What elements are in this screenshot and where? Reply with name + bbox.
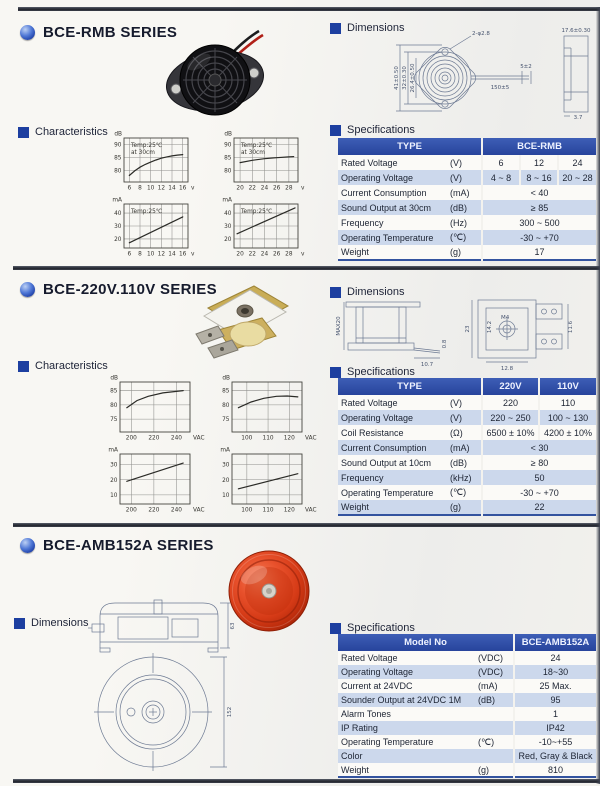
table-cell: 220 ~ 250 [482,410,539,425]
table-header-row [338,634,596,651]
table-cell: (mA) [478,681,498,691]
svg-text:at 30cm: at 30cm [131,150,155,156]
dim-label: 32±0.30 [402,66,408,90]
svg-text:dB: dB [224,131,232,138]
section-header-220v [20,281,217,298]
table-cell: (g) [450,502,461,512]
table-cell: Coil Resistance [341,427,404,438]
section-title: BCE-220V.110V SERIES [43,281,217,298]
table-cell: ≥ 85 [482,200,596,215]
dim-label: 3.7 [573,115,583,121]
table-cell: -30 ~ +70 [482,230,596,245]
chart-svg [104,196,204,260]
dim-label: 17.6±0.30 [561,28,591,34]
table-cell: 6500 ± 10% [482,425,539,440]
svg-text:14: 14 [168,251,176,258]
svg-text:20: 20 [236,251,244,258]
dim-label: 63 [230,622,236,630]
table-cell: (Ω) [450,427,463,438]
chart-rmb-spl-low [104,130,204,194]
sublabel-text: Dimensions [347,22,405,34]
svg-text:12: 12 [157,251,166,258]
table-cell: -10~+55 [514,735,596,749]
svg-text:240: 240 [170,507,182,514]
svg-text:6: 6 [127,185,132,192]
spec-table [338,634,596,778]
dimensions-label-amb152a [14,617,88,629]
table-cell: 4 ~ 8 [482,170,520,185]
dim-label: 0.8 [442,339,448,349]
table-row [338,410,596,425]
table-cell: Rated Voltage [341,653,398,663]
specifications-label-amb152a [330,622,415,634]
label-square-icon [330,125,341,136]
table-cell: 300 ~ 500 [482,215,596,230]
svg-text:mA: mA [112,197,122,204]
dim-label: M4 [501,315,510,321]
table-header-cell: 220V [482,378,539,395]
table-header-cell: BCE-RMB [482,138,596,155]
characteristics-label-rmb [18,126,108,138]
table-cell: (V) [450,157,462,168]
chart-svg [104,130,204,194]
sublabel-text: Dimensions [31,617,89,629]
svg-text:10: 10 [146,251,155,258]
divider-bar-mid1 [13,266,600,270]
svg-text:16: 16 [178,251,187,258]
chart-svg [212,446,318,516]
dim-label: 2-φ2.8 [472,31,490,37]
table-cell: 12 [520,155,558,170]
svg-text:dB: dB [110,375,118,382]
dim-label: 10.7 [420,362,434,368]
svg-text:at 30cm: at 30cm [241,150,265,156]
table-row [338,500,596,515]
table-header-cell: Model No [338,634,514,651]
section-title: BCE-AMB152A SERIES [43,537,214,554]
dim-label: 150±5 [490,85,510,91]
table-header-row [338,378,596,395]
table-cell: Sound Output at 30cm [341,202,432,213]
label-square-icon [18,127,29,138]
table-cell: Weight [341,502,369,512]
sublabel-text: Characteristics [35,360,108,372]
chart-220v-spl [100,374,206,444]
svg-text:10: 10 [146,185,155,192]
table-cell: (V) [450,172,462,183]
svg-text:90: 90 [114,142,122,149]
svg-text:240: 240 [170,435,182,442]
svg-text:10: 10 [110,492,118,499]
svg-text:8: 8 [138,251,142,258]
label-square-icon [330,623,341,634]
dimension-drawing-220v [332,294,600,372]
table-cell: < 40 [482,185,596,200]
label-square-icon [14,618,25,629]
svg-text:Temp:25℃: Temp:25℃ [131,143,163,149]
dim-label: 5±2 [520,64,532,70]
chart-svg [100,374,206,444]
table-row [338,735,596,749]
svg-text:24: 24 [260,251,269,258]
table-cell: Alarm Tones [341,709,391,719]
table-cell: Rated Voltage [341,157,398,168]
svg-text:16: 16 [178,185,187,192]
svg-text:120: 120 [283,435,295,442]
dim-label: 26.4±0.50 [410,63,416,93]
table-cell: Frequency [341,472,384,483]
bullet-sphere-icon [20,538,35,553]
sublabel-text: Dimensions [347,286,405,298]
table-cell: Operating Temperature [341,487,434,498]
table-cell: (kHz) [450,472,472,483]
table-cell: (g) [450,247,461,257]
table-cell: (℃) [450,487,467,497]
svg-text:40: 40 [114,211,122,218]
table-row [338,215,596,230]
table-cell: -30 ~ +70 [482,485,596,500]
svg-text:VAC: VAC [305,507,317,514]
table-cell: (Hz) [450,217,467,228]
table-cell: (g) [478,764,489,775]
svg-text:100: 100 [241,507,253,514]
table-cell [478,721,514,735]
table-cell: 50 [482,470,596,485]
svg-text:28: 28 [285,185,293,192]
table-row [338,425,596,440]
table-cell: (mA) [450,442,470,453]
table-row [338,651,596,665]
sublabel-text: Specifications [347,366,415,378]
characteristics-label-220v [18,360,108,372]
svg-text:22: 22 [248,185,256,192]
label-square-icon [18,361,29,372]
svg-text:85: 85 [222,388,230,395]
svg-text:80: 80 [110,402,118,409]
dimension-drawing-rmb [332,26,600,128]
section-title: BCE-RMB SERIES [43,24,178,41]
svg-text:75: 75 [110,417,118,424]
table-row [338,200,596,215]
svg-text:30: 30 [222,462,230,469]
table-row [338,721,596,735]
table-cell: Operating Temperature [341,232,434,243]
svg-text:200: 200 [125,507,137,514]
svg-text:26: 26 [272,251,281,258]
section-header-rmb [20,24,177,41]
label-square-icon [330,367,341,378]
dim-label: MAX20 [336,316,342,336]
table-cell: (℃) [478,736,495,747]
svg-text:75: 75 [222,417,230,424]
svg-text:85: 85 [114,155,122,162]
svg-text:30: 30 [114,224,122,230]
table-row [338,707,596,721]
table-header-cell: 110V [539,378,596,395]
svg-text:40: 40 [224,211,232,218]
table-cell: 220 [482,395,539,410]
spec-table-rmb [338,138,596,261]
dim-label: 41±0.50 [394,66,400,90]
table-cell: Sound Output at 10cm [341,457,432,468]
chart-svg [214,130,314,194]
svg-text:mA: mA [220,447,230,454]
svg-text:24: 24 [260,185,269,192]
svg-text:80: 80 [224,168,232,175]
table-cell [478,707,514,721]
svg-text:22: 22 [248,251,256,258]
table-row [338,395,596,410]
table-row [338,230,596,245]
table-row [338,170,596,185]
svg-text:30: 30 [110,462,118,469]
table-cell: ≥ 80 [482,455,596,470]
svg-text:80: 80 [114,168,122,175]
spec-table-220v [338,378,596,516]
table-cell [478,749,514,763]
table-row [338,155,596,170]
table-cell: Current Consumption [341,442,427,453]
table-cell: 25 Max. [514,679,596,693]
bullet-sphere-icon [20,25,35,40]
table-row [338,485,596,500]
svg-text:14: 14 [168,185,176,192]
svg-text:110: 110 [262,507,274,514]
svg-text:Temp:25℃: Temp:25℃ [131,209,163,215]
table-row [338,455,596,470]
svg-text:Temp:25℃: Temp:25℃ [241,209,273,215]
table-cell: IP42 [514,721,596,735]
table-cell: Frequency [341,217,384,228]
chart-220v-current [100,446,206,516]
svg-text:10: 10 [222,492,230,499]
table-cell: Current at 24VDC [341,681,413,691]
svg-text:8: 8 [138,185,142,192]
table-cell: (dB) [450,202,468,213]
specifications-label-220v [330,366,415,378]
table-row [338,693,596,707]
chart-rmb-current-high [214,196,314,260]
svg-text:v: v [301,185,305,192]
spec-table [338,378,596,516]
table-cell: (mA) [450,187,470,198]
chart-110v-current [212,446,318,516]
section-header-amb152a [20,537,214,554]
svg-text:VAC: VAC [305,435,317,442]
svg-text:v: v [301,251,305,258]
table-row [338,185,596,200]
table-cell: (℃) [450,232,467,242]
svg-text:VAC: VAC [193,507,205,514]
table-cell: 100 ~ 130 [539,410,596,425]
svg-text:220: 220 [148,435,160,442]
svg-text:VAC: VAC [193,435,205,442]
table-cell: Color [341,751,363,761]
table-cell: (dB) [450,457,468,468]
table-cell: 20 ~ 28 [558,170,596,185]
svg-text:dB: dB [222,375,230,382]
chart-svg [212,374,318,444]
svg-text:26: 26 [272,185,281,192]
table-cell: 18~30 [514,665,596,679]
table-cell: 24 [558,155,596,170]
dimension-drawing-amb152a [88,596,240,782]
sublabel-text: Specifications [347,622,415,634]
spec-table-amb152a [338,634,596,778]
table-row [338,749,596,763]
chart-110v-spl [212,374,318,444]
table-cell: 17 [482,245,596,260]
table-cell: 1 [514,707,596,721]
table-header-cell: TYPE [338,138,482,155]
table-row [338,470,596,485]
dim-label: 23 [465,325,471,333]
svg-text:90: 90 [224,142,232,149]
divider-bar-top [18,7,600,11]
svg-text:100: 100 [241,435,253,442]
table-row [338,245,596,260]
table-cell: < 30 [482,440,596,455]
divider-bar-mid2 [13,523,600,527]
sublabel-text: Specifications [347,124,415,136]
table-cell: (VDC) [478,653,503,663]
bullet-sphere-icon [20,282,35,297]
svg-text:28: 28 [285,251,293,258]
spec-table [338,138,596,261]
table-cell: 810 [514,763,596,777]
dim-label: 12.8 [500,366,514,372]
table-cell: 95 [514,693,596,707]
table-row [338,440,596,455]
table-cell: 6 [482,155,520,170]
table-cell: Operating Temperature [341,737,434,747]
table-cell: 8 ~ 16 [520,170,558,185]
table-cell: 4200 ± 10% [539,425,596,440]
table-cell: Operating Voltage [341,412,414,423]
table-cell: Operating Voltage [341,667,414,677]
table-row [338,679,596,693]
svg-text:110: 110 [262,435,274,442]
svg-text:220: 220 [148,507,160,514]
svg-text:dB: dB [114,131,122,138]
chart-rmb-current-low [104,196,204,260]
svg-text:Temp:25℃: Temp:25℃ [241,143,273,149]
product-photo-rmb-buzzer [163,26,268,116]
svg-text:6: 6 [127,251,132,258]
table-header-cell: TYPE [338,378,482,395]
svg-text:mA: mA [222,197,232,204]
product-photo-220v-buzzer [192,278,292,366]
sublabel-text: Characteristics [35,126,108,138]
table-header-cell: BCE-AMB152A [514,634,596,651]
chart-svg [214,196,314,260]
table-cell: Red, Gray & Black [514,749,596,763]
table-cell: Current Consumption [341,187,427,198]
table-cell: 24 [514,651,596,665]
table-cell: 110 [539,395,596,410]
chart-rmb-spl-high [214,130,314,194]
table-cell: IP Rating [341,723,378,733]
table-cell: (VDC) [478,667,503,677]
chart-svg [100,446,206,516]
svg-text:85: 85 [224,155,232,162]
specifications-label-rmb [330,124,415,136]
table-cell: (V) [450,412,462,423]
table-cell: 22 [482,500,596,515]
table-cell: Weight [341,247,369,257]
svg-text:v: v [191,185,195,192]
table-header-row [338,138,596,155]
dim-label: 14.2 [487,320,493,334]
table-row [338,763,596,777]
svg-text:80: 80 [222,402,230,409]
svg-text:20: 20 [110,477,118,484]
svg-text:120: 120 [283,507,295,514]
table-cell: Weight [341,764,369,775]
table-cell: (V) [450,397,462,408]
svg-text:20: 20 [236,185,244,192]
svg-text:200: 200 [125,435,137,442]
svg-text:v: v [191,251,195,258]
svg-text:20: 20 [224,236,232,243]
table-cell: (dB) [478,695,496,705]
table-cell: Operating Voltage [341,172,414,183]
svg-text:20: 20 [114,236,122,243]
table-cell: Rated Voltage [341,397,398,408]
svg-text:85: 85 [110,388,118,395]
dim-label: 152 [227,706,233,718]
table-row [338,665,596,679]
svg-text:12: 12 [157,185,166,192]
svg-text:20: 20 [222,477,230,484]
dim-label: 11.6 [568,320,574,334]
svg-text:30: 30 [224,224,232,230]
svg-text:mA: mA [108,447,118,454]
table-cell: Sounder Output at 24VDC 1M [341,695,462,705]
